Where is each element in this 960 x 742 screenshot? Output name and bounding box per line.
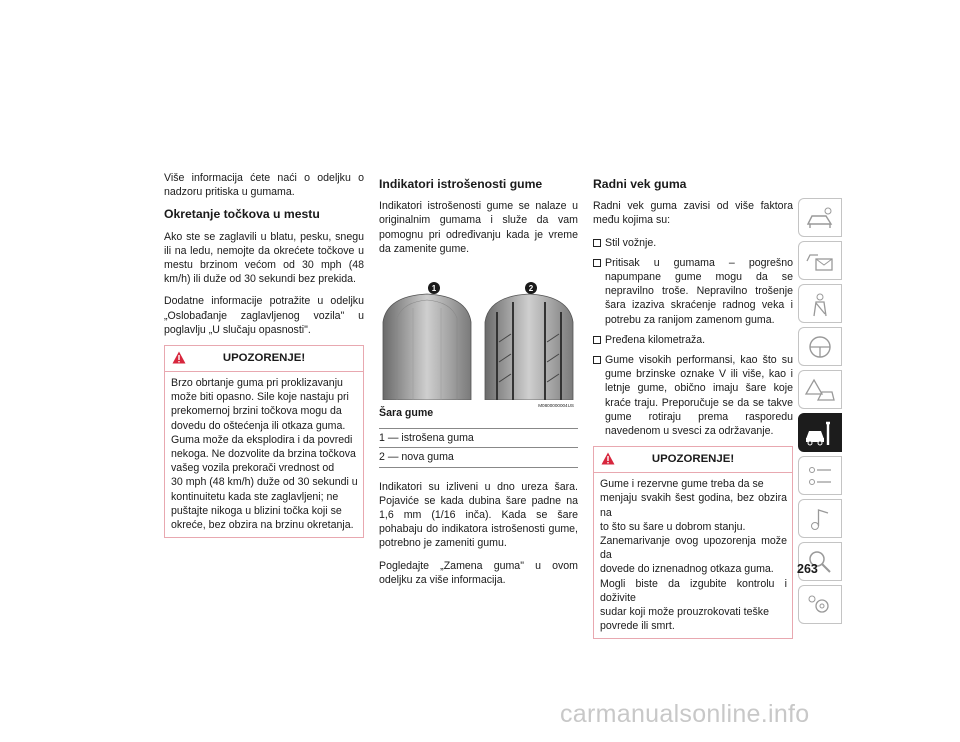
new-tire-image bbox=[485, 294, 573, 400]
list-item: Pređena kilometraža. bbox=[593, 333, 793, 347]
car-wrench-icon bbox=[804, 419, 836, 447]
list-item: Pritisak u gumama – pogrešno napumpane gume mogu da se nepravilno troše. Nepravilno trošenje šara izaziva skraćenje radnog veka i potrebu za ranijom zamenom guma. bbox=[593, 256, 793, 327]
tab-occupant-safety[interactable] bbox=[798, 284, 842, 323]
warning-triangle-icon bbox=[172, 351, 186, 364]
warning-box-wheel-spin bbox=[164, 345, 364, 538]
warning-box-tire-age bbox=[593, 446, 793, 639]
warning-line: Zanemarivanje ovog upozorenja može da bbox=[600, 535, 787, 562]
warning-triangle-icon bbox=[601, 452, 615, 465]
warning-line: sudar koji može prouzrokovati teške bbox=[600, 606, 769, 619]
legend-item-worn: 1 — istrošena guma bbox=[379, 429, 578, 448]
intro-paragraph: Više informacija ćete naći o odeljku o nadzoru pritiska u gumama. bbox=[164, 172, 364, 199]
legend-item-new: 2 — nova guma bbox=[379, 451, 454, 464]
warning-line: Brzo obrtanje guma pri proklizavanju bbox=[171, 377, 343, 390]
list-item: Gume visokih performansi, kao što su gume brzinske oznake V ili više, kao i letnje gume, obično imaju šare koje kraće traju. Preporučuje se da se takve gume rotiraju prema rasporedu navedenom u svesci za održavanje. bbox=[593, 353, 793, 438]
warning-line: menjaju svakih šest godina, bez obzira na bbox=[600, 492, 787, 519]
warning-body bbox=[594, 473, 792, 638]
section-heading-tire-life: Radni vek guma bbox=[593, 177, 687, 191]
warning-line: nekoga. Ne dozvolite da brzina točkova bbox=[171, 448, 356, 461]
tab-specifications[interactable] bbox=[798, 456, 842, 495]
warning-line: Guma može da eksplodira i da povredi bbox=[171, 433, 353, 446]
tire-tread-illustration bbox=[379, 282, 578, 400]
warning-line: kontinuitetu kada ste zaglavljeni; ne bbox=[171, 490, 339, 503]
callout-label-2: 2 bbox=[528, 284, 534, 294]
warning-line: to što su šare u dobrom stanju. bbox=[600, 520, 746, 533]
gear-person-icon bbox=[804, 591, 836, 619]
tab-driving[interactable] bbox=[798, 327, 842, 366]
tab-emergency[interactable] bbox=[798, 370, 842, 409]
warning-line: Mogli biste da izgubite kontrolu i doživite bbox=[600, 577, 787, 604]
figure-code: M0800000004US bbox=[538, 403, 574, 409]
warning-line: može biti opasno. Sile koje nastaju pri bbox=[171, 391, 349, 404]
callout-label-1: 1 bbox=[431, 284, 437, 294]
column-right bbox=[593, 171, 793, 639]
warning-title: UPOZORENJE! bbox=[651, 453, 735, 466]
list-item: Stil vožnje. bbox=[593, 236, 793, 250]
warning-line: vašeg vozila prekorači vrednost od bbox=[171, 462, 335, 475]
page-number: 263 bbox=[797, 562, 818, 576]
envelope-car-icon bbox=[804, 247, 836, 275]
worn-tire-image bbox=[383, 294, 471, 400]
tab-multimedia[interactable] bbox=[798, 499, 842, 538]
warning-car-icon bbox=[804, 376, 836, 404]
warning-line: okreće, bez obzira na brzinu okretanja. bbox=[171, 519, 354, 532]
wear-indicators-paragraph-2: Indikatori su izliveni u dno ureza šara. Pojaviće se kada dubina šare padne na 1,6 mm (1/16 inča). Kada se šare pohabaju do indikatora istrošenosti gume, potrebno je zameniti gumu. bbox=[379, 480, 578, 550]
section-heading-wheel-spin: Okretanje točkova u mestu bbox=[164, 207, 320, 222]
warning-line: Gume i rezervne gume treba da se bbox=[600, 478, 764, 491]
wheel-spin-paragraph-1: Ako ste se zaglavili u blatu, pesku, snegu ili na ledu, nemojte da okrećete točkove u mestu brzinom većom od 30 mph (48 km/h) ili duže od 30 sekundi bez prekida. bbox=[164, 230, 364, 286]
warning-title: UPOZORENJE! bbox=[222, 352, 306, 365]
warning-header bbox=[594, 447, 792, 473]
music-note-icon bbox=[804, 505, 836, 533]
tab-safety[interactable] bbox=[798, 241, 842, 280]
steering-wheel-icon bbox=[804, 333, 836, 361]
tire-life-paragraph: Radni vek guma zavisi od više faktora među kojima su: bbox=[593, 200, 793, 227]
watermark: carmanualsonline.info bbox=[560, 700, 810, 728]
figure-caption: Šara gume bbox=[379, 407, 434, 420]
wheel-spin-paragraph-2: Dodatne informacije potražite u odeljku „Oslobađanje zaglavljenog vozila" u poglavlju „U slučaju opasnosti". bbox=[164, 295, 364, 336]
tab-customer-assistance[interactable] bbox=[798, 585, 842, 624]
list-icon bbox=[804, 462, 836, 490]
column-middle bbox=[379, 171, 578, 595]
wear-indicators-paragraph-1: Indikatori istrošenosti gume se nalaze u originalnim gumama i služe da vam pomognu pri određivanju kada je vreme da zamenite gume. bbox=[379, 200, 578, 255]
car-key-icon bbox=[804, 204, 836, 232]
wear-indicators-paragraph-3: Pogledajte „Zamena guma" u ovom odeljku za više informacija. bbox=[379, 559, 578, 586]
tire-tread-figure bbox=[379, 282, 578, 409]
warning-line: prekomernoj brzini točkova mogu da bbox=[171, 405, 342, 418]
warning-line: puštajte nikoga u blizini točka koji se bbox=[171, 504, 342, 517]
column-left bbox=[164, 171, 364, 538]
section-heading-wear-indicators: Indikatori istrošenosti gume bbox=[379, 177, 543, 191]
warning-body bbox=[165, 372, 363, 537]
warning-line: povrede ili smrt. bbox=[600, 620, 675, 633]
tire-life-factor-list bbox=[593, 236, 793, 439]
tab-vehicle-intro[interactable] bbox=[798, 198, 842, 237]
tab-servicing[interactable] bbox=[798, 413, 842, 452]
warning-header bbox=[165, 346, 363, 372]
warning-line: dovede do iznenadnog otkaza guma. bbox=[600, 563, 774, 576]
warning-line: dovedu do oštećenja ili otkaza guma. bbox=[171, 419, 346, 432]
figure-legend bbox=[379, 428, 578, 467]
warning-line: 30 mph (48 km/h) duže od 30 sekundi u bbox=[171, 476, 358, 489]
seatbelt-icon bbox=[804, 290, 836, 318]
